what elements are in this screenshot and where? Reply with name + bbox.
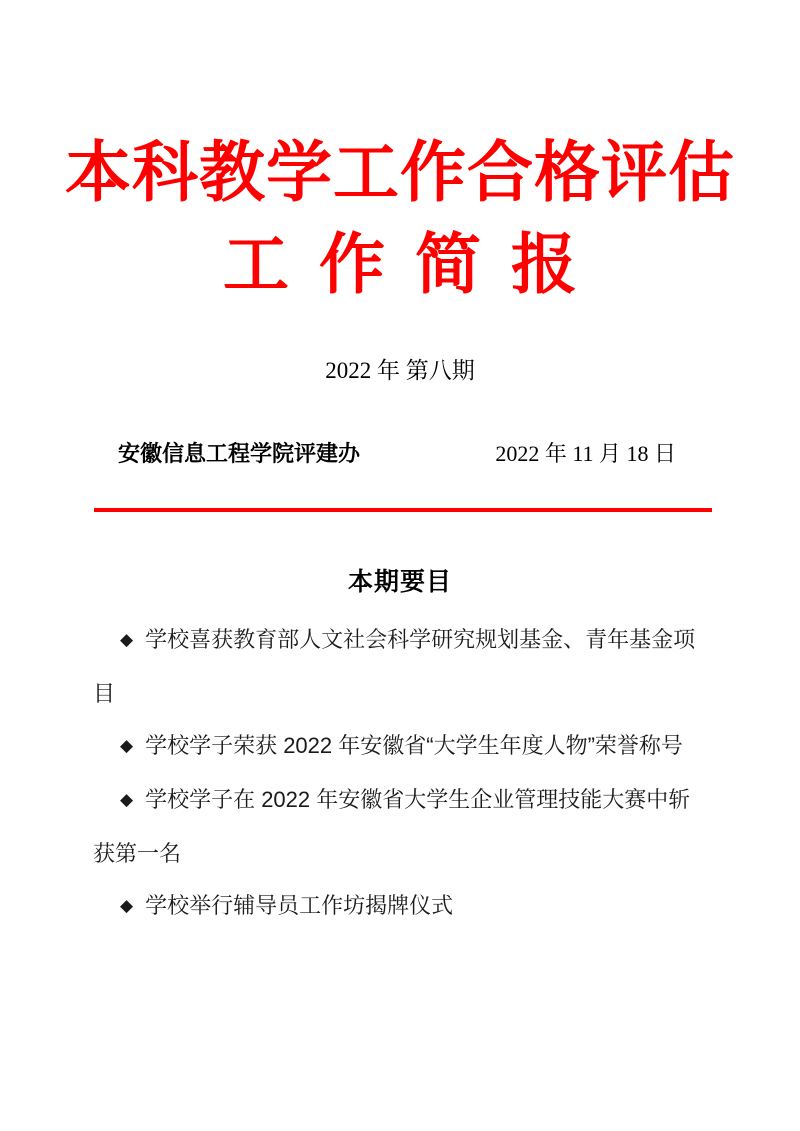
toc-heading: 本期要目 bbox=[347, 568, 452, 596]
masthead-title-line1: 本科教学工作合格评估 bbox=[65, 137, 735, 210]
diamond-bullet-icon: ◆ bbox=[120, 630, 134, 649]
publisher-date-row bbox=[118, 439, 676, 469]
toc-item-text: 学校学子荣获 2022 年安徽省“大学生年度人物”荣誉称号 bbox=[145, 733, 683, 758]
publisher-name: 安徽信息工程学院评建办 bbox=[118, 441, 361, 466]
toc-item bbox=[93, 720, 709, 774]
toc-item bbox=[93, 774, 709, 880]
masthead bbox=[0, 0, 800, 312]
publication-date: 2022 年 11 月 18 日 bbox=[495, 441, 676, 466]
toc-item bbox=[93, 880, 709, 934]
toc-item-text: 学校举行辅导员工作坊揭牌仪式 bbox=[145, 893, 454, 918]
toc-item bbox=[93, 614, 709, 720]
red-divider-rule bbox=[94, 508, 712, 512]
diamond-bullet-icon: ◆ bbox=[120, 790, 134, 809]
diamond-bullet-icon: ◆ bbox=[120, 736, 134, 755]
issue-number: 2022 年 第八期 bbox=[325, 358, 475, 383]
toc-item-text: 学校喜获教育部人文社会科学研究规划基金、青年基金项目 bbox=[93, 627, 696, 706]
toc-list bbox=[93, 614, 709, 934]
masthead-title-line2: 工作简报 bbox=[223, 229, 607, 302]
diamond-bullet-icon: ◆ bbox=[120, 896, 134, 915]
toc-item-text: 学校学子在 2022 年安徽省大学生企业管理技能大赛中斩获第一名 bbox=[93, 787, 691, 866]
